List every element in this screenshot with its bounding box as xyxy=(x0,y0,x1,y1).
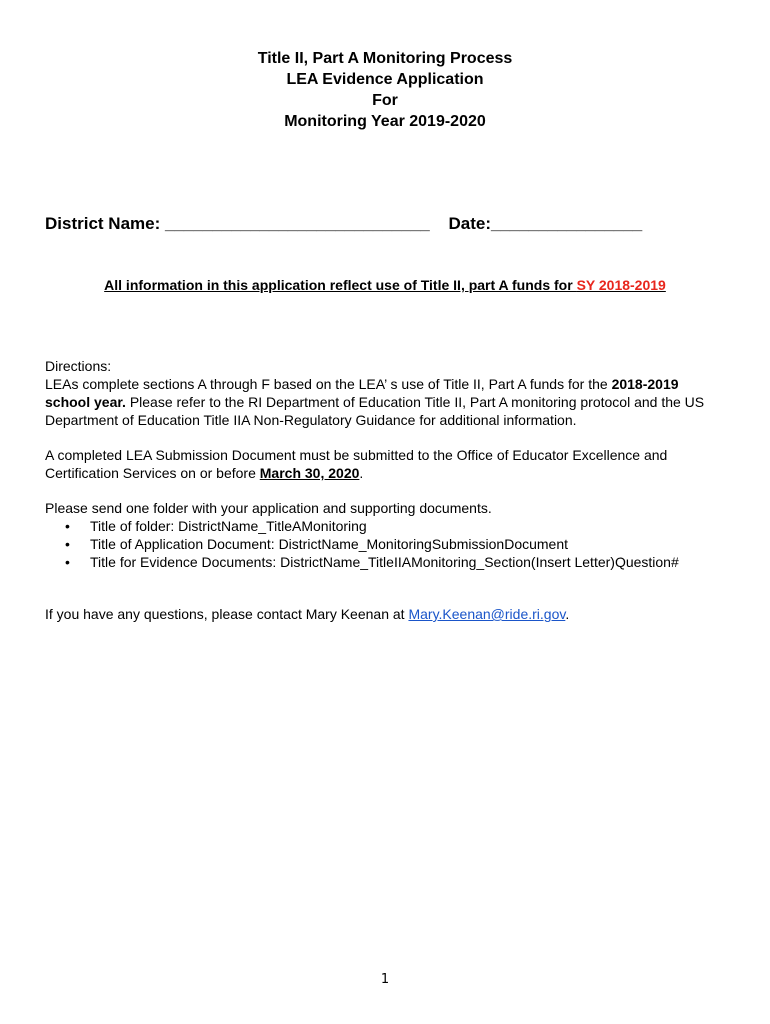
title-line-2: LEA Evidence Application xyxy=(286,71,484,88)
list-item-text: Title of folder: DistrictName_TitleAMonitoring xyxy=(90,518,367,534)
directions-suffix: Please refer to the RI Department of Education Title II, Part A monitoring protocol and the US Department of Education Title IIA Non-Regulatory Guidance for additional information. xyxy=(45,394,705,428)
list-item xyxy=(45,553,723,571)
list-item-text: Title of Application Document: DistrictName_MonitoringSubmissionDocument xyxy=(90,536,569,552)
title-line-4: Monitoring Year 2019-2020 xyxy=(284,113,486,130)
title-line-1: Title II, Part A Monitoring Process xyxy=(257,50,513,67)
school-year-highlight: SY 2018-2019 xyxy=(576,277,666,293)
directions-prefix: LEAs complete sections A through F based on the LEA’ s use of Title II, Part A funds for the xyxy=(45,376,612,392)
funds-notice-text: All information in this application reflect use of Title II, part A funds for xyxy=(104,277,577,293)
list-item xyxy=(45,535,723,553)
contact-paragraph xyxy=(45,605,723,623)
folder-intro: Please send one folder with your application and supporting documents. xyxy=(45,500,492,516)
bullet-icon: • xyxy=(65,554,70,570)
submission-suffix: . xyxy=(359,465,364,481)
funds-notice xyxy=(0,276,770,294)
submission-deadline: March 30, 2020 xyxy=(259,465,360,481)
date-blank[interactable]: ________________ xyxy=(490,214,643,233)
contact-suffix: . xyxy=(565,606,570,622)
district-name-label: District Name: xyxy=(45,214,161,233)
form-fields-row xyxy=(45,213,745,235)
submission-prefix: A completed LEA Submission Document must be submitted to the Office of Educator Excellence and Certification Services on or before xyxy=(45,447,668,481)
directions-paragraph xyxy=(45,375,723,429)
bullet-icon: • xyxy=(65,518,70,534)
submission-paragraph xyxy=(45,446,723,482)
document-title xyxy=(0,48,770,132)
list-item xyxy=(45,517,723,535)
page-number: 1 xyxy=(380,972,390,987)
title-line-3: For xyxy=(372,92,398,109)
contact-prefix: If you have any questions, please contact Mary Keenan at xyxy=(45,606,409,622)
folder-naming-list xyxy=(45,517,723,571)
directions-school-year: 2018-2019 school year. xyxy=(45,376,679,410)
district-name-blank[interactable]: ____________________________ xyxy=(165,214,430,233)
date-label: Date: xyxy=(448,214,491,233)
contact-email-link[interactable]: Mary.Keenan@ride.ri.gov xyxy=(408,606,566,622)
bullet-icon: • xyxy=(65,536,70,552)
list-item-text: Title for Evidence Documents: DistrictName_TitleIIAMonitoring_Section(Insert Letter)Question# xyxy=(90,554,679,570)
directions-heading: Directions: xyxy=(45,358,112,374)
